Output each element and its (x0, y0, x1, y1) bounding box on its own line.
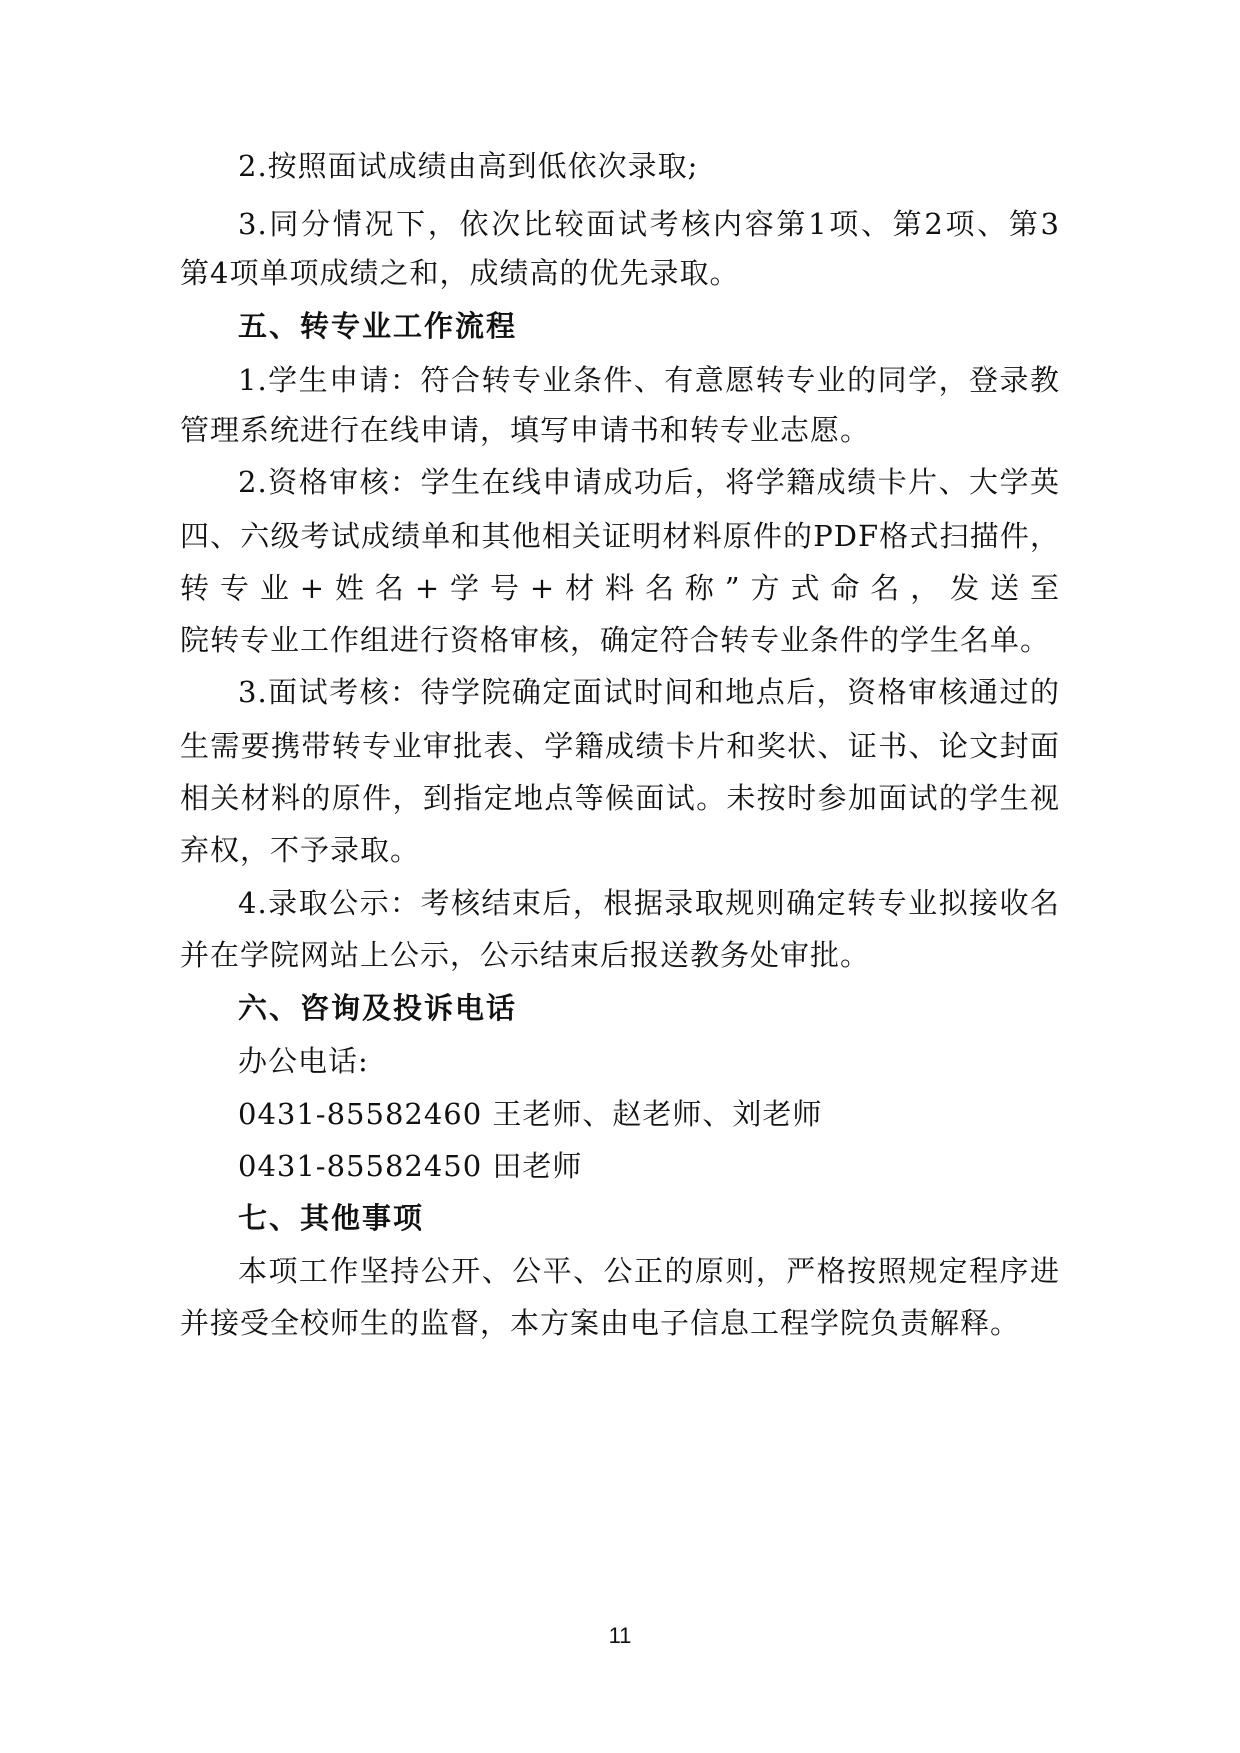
step-4-line-1: 4.录取公示：考核结束后，根据录取规则确定转专业拟接收名 (238, 886, 1060, 920)
rule-item-3: 3.同分情况下，依次比较面试考核内容第1项、第2项、第3 (238, 207, 1060, 241)
section-6-heading: 六、咨询及投诉电话 (238, 991, 518, 1025)
step-2-line-2: 四、六级考试成绩单和其他相关证明材料原件的PDF格式扫描件， (180, 519, 1060, 553)
step-3-line-4: 弃权，不予录取。 (180, 833, 421, 867)
contact-line-2: 0431-85582450 田老师 (238, 1149, 583, 1183)
step-4-line-2: 并在学院网站上公示，公示结束后报送教务处审批。 (180, 938, 871, 972)
section-5-heading: 五、转专业工作流程 (238, 309, 518, 343)
step-1-line-1: 1.学生申请：符合转专业条件、有意愿转专业的同学，登录教 (238, 363, 1060, 397)
office-phone-label: 办公电话: (238, 1044, 369, 1078)
step-3-line-3: 相关材料的原件，到指定地点等候面试。未按时参加面试的学生视 (180, 781, 1060, 815)
rule-item-3-cont: 第4项单项成绩之和，成绩高的优先录取。 (180, 256, 740, 290)
step-2-line-1: 2.资格审核：学生在线申请成功后，将学籍成绩卡片、大学英 (238, 465, 1060, 499)
section-7-para-line-1: 本项工作坚持公开、公平、公正的原则，严格按照规定程序进 (238, 1254, 1060, 1288)
section-7-para-line-2: 并接受全校师生的监督，本方案由电子信息工程学院负责解释。 (180, 1306, 1021, 1340)
step-3-line-2: 生需要携带转专业审批表、学籍成绩卡片和奖状、证书、论文封面 (180, 729, 1060, 763)
step-3-line-1: 3.面试考核：待学院确定面试时间和地点后，资格审核通过的 (238, 675, 1060, 709)
step-2-line-3: 转专业+姓名+学号+材料名称”方式命名，发送至 (180, 571, 1060, 605)
rule-item-2: 2.按照面试成绩由高到低依次录取; (238, 149, 699, 183)
page-number: 11 (608, 1623, 632, 1648)
step-1-line-2: 管理系统进行在线申请，填写申请书和转专业志愿。 (180, 413, 871, 447)
contact-line-1: 0431-85582460 王老师、赵老师、刘老师 (238, 1097, 823, 1131)
section-7-heading: 七、其他事项 (238, 1201, 425, 1235)
step-2-line-4: 院转专业工作组进行资格审核，确定符合转专业条件的学生名单。 (180, 623, 1051, 657)
